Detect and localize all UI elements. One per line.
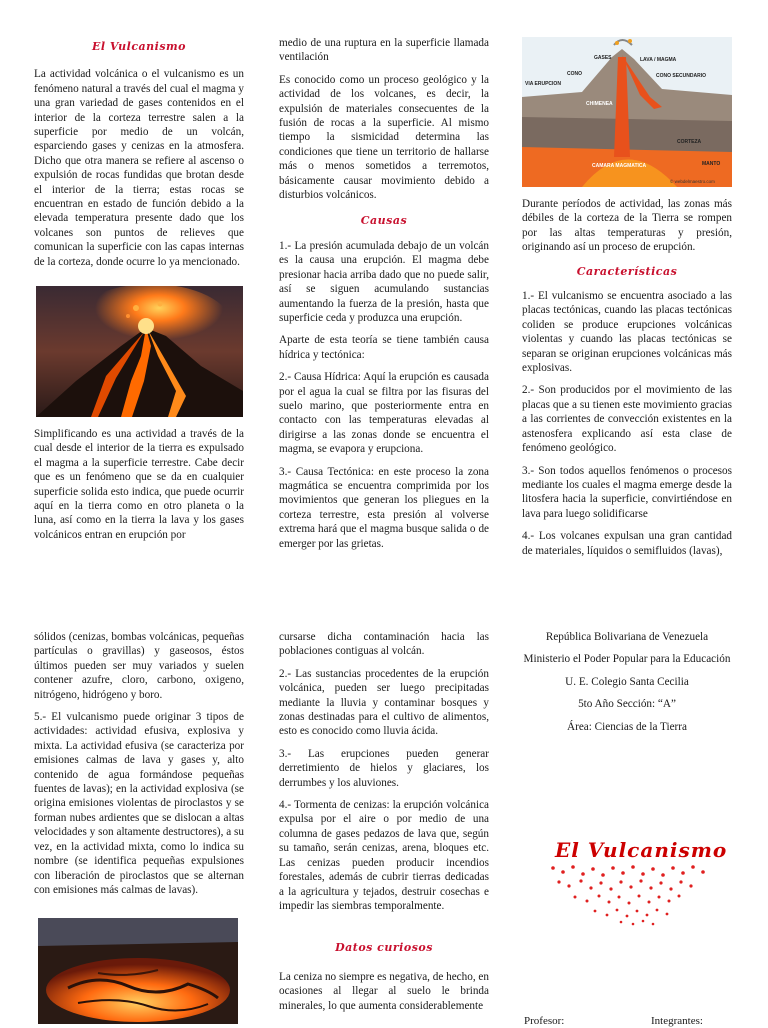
label-corteza: CORTEZA [677,139,702,145]
diagram-credit: © webdelmaestro.com [670,179,715,184]
effects-continued: cursarse dicha contaminación hacia las poblaciones contiguas al volcán. [279,631,489,658]
characteristic-3: 3.- Son todos aquellos fenómenos o procesos mediante los cuales el magma emerge desde la litosfera hacia la superficie, convirtiéndose en lava para luego solidificarse [522,464,732,520]
materials-paragraph: sólidos (cenizas, bombas volcánicas, pequeñas partículas o gravillas) y gaseosos, éstos últimos pueden ser muy variados y suelen contener azufre, cloro, carbono, oxigeno, nitrógeno, hidrógeno y boro. [34,631,244,701]
effect-acid-rain: 2.- Las sustancias procedentes de la erupción volcánica, pueden ser luego precipitadas mediante la lluvia y contaminar bosques y zonas destinadas para el cultivo de alimentos, esto es conocido como lluvia ácida. [279,667,489,738]
activity-paragraph: Durante períodos de actividad, las zonas más débiles de la corteza de la Tierra se rompen por las altas temperaturas y presión, originando así un proceso de erupción. [522,198,732,254]
causes-heading: Causas [360,214,408,228]
effect-glaciers: 3.- Las erupciones pueden generar derretimiento de hielos y glaciares, los derrumbes y los aluviones. [279,747,489,789]
label-lava: LAVA / MAGMA [640,57,677,63]
curious-facts-heading: Datos curiosos [335,941,433,955]
label-cono-secundario: CONO SECUNDARIO [656,73,707,79]
continued-paragraph: medio de una ruptura en la superficie llamada ventilación [279,37,489,64]
decorative-dots [545,862,710,927]
curious-fact-ash: La ceniza no siempre es negativa, de hecho, en ocasiones al llegar al suelo le brinda minerales, lo que aumenta considerablemente [279,970,489,1012]
cover-title: El Vulcanismo [555,838,728,862]
panel-intro-continued [34,427,244,550]
label-manto: MANTO [702,161,721,167]
characteristics-heading: Características [576,264,678,278]
panel-causes [279,36,489,559]
panel-title: El Vulcanismo [91,40,187,53]
cover-school: U. E. Colegio Santa Cecilia [565,675,689,688]
cover-section: 5to Año Sección: “A” [578,698,676,711]
cause-intro: Aparte de esta teoría se tiene también causa hídrica y tectónica: [279,334,489,361]
effect-ash-storm: 4.- Tormenta de cenizas: la erupción volcánica expulsa por el aire o por medio de una columna de gases pedazos de lava que, según su tamaño, serán cenizas, arena, bloques etc. Las cenizas pueden producir incendios forestales, además de cubrir tierras dedicadas a la agricultura y tejados, destruir cosechas e impedir las siembras temporalmente. [279,799,489,912]
cause-hydric: 2.- Causa Hídrica: Aquí la erupción es causada por el agua la cual se filtra por las fisuras del suelo marino, que posteriormente entra en contacto con las temperaturas elevadas al dirigirse a las zonas donde se encuentra el magma, se evapora y erupciona. [279,371,489,456]
activity-types-paragraph: 5.- El vulcanismo puede originar 3 tipos de actividades: actividad efusiva, explosiva y mixta. La actividad efusiva (se caracteriza por emisiones calmas de lava y gases y, alto contenido de agua formándose pequeñas fuentes de lavas); en la actividad explosiva (se origina emisiones violentas de piroclastos y se forman nubes ardientes que se dislocan a altas velocidades y son altamente destructores), a su vez, en la actividad mixta, como lo indica su nombre (se identifica pequeñas expulsiones con liberación de piroclastos que se alternan con emisiones más calmas de lavas). [34,711,244,896]
label-chimenea: CHIMENEA [586,101,613,107]
characteristic-1: 1.- El vulcanismo se encuentra asociado a las placas tectónicas, cuando las placas tectónicas coliden se produce erupciones volcánicas violentas y cuando las placas tectónicas se separan se originan erupciones volcánicas más explosivas. [522,290,732,375]
cover-panel [522,630,732,742]
panel-materials [34,630,244,905]
panel-effects [279,630,489,1021]
label-via-erupcion: VIA ERUPCION [525,81,561,87]
characteristic-4: 4.- Los volcanes expulsan una gran cantidad de materiales, líquidos o semifluidos (lavas), [522,530,732,557]
cover-country: República Bolivariana de Venezuela [545,631,709,643]
panel-intro [34,40,244,277]
intro-paragraph: La actividad volcánica o el vulcanismo es un fenómeno natural a través del cual el magma y una gran variedad de gases contenidos en el interior de la corteza terrestre salen a la superficie por medio de un volcán, esparciendo gases y cenizas en la atmosfera. Dicho que otra manera se refiere al ascenso o expulsión de rocas fundidas que brotan desde el interior de la tierra; estas rocas se encuentran en estado de función debido a la elevada temperatura presente dado que los volcanes son puntos de relieves que comunican la superficie con las capas internas de la corteza, donde ocurre lo ya mencionado. [34,68,244,268]
cover-ministry: Ministerio el Poder Popular para la Educación [523,653,731,666]
characteristic-2: 2.- Son producidos por el movimiento de las placas que a su tienen este movimiento gracias a las corrientes de convección existentes en la astenosfera explicando así esta clase de fenómeno geológico. [522,384,732,455]
cause-pressure: 1.- La presión acumulada debajo de un volcán es la causa una erupción. El magma debe presionar hacia arriba dado que no puede salir, así se siguen acumulando sustancias aumentando la fuerza de la presión, hasta que superficie ceda y produzca una erupción. [279,239,489,324]
label-gases: GASES [594,55,612,61]
label-cono: CONO [567,71,582,77]
cover-profesor-label: Profesor: [524,1015,565,1027]
geology-paragraph: Es conocido como un proceso geológico y la actividad de los volcanes, es decir, la expulsión de materiales consecuentes de la fusión de rocas a la superficie. Al mismo tiempo la sismicidad determina las condiciones que tiene un territorio de hallarse más o menos sometidos a terremotos, básicamente causar movimiento debido a disturbios volcánicos. [279,73,489,202]
cover-area: Área: Ciencias de la Tierra [567,720,687,733]
cover-integrantes-label: Integrantes: [651,1015,703,1027]
volcano-cross-section-diagram [522,37,732,187]
panel-characteristics [522,197,732,566]
simplified-paragraph: Simplificando es una actividad a través de la cual desde el interior de la tierra es expulsado el magma a la superficie terrestre. Cabe decir que es un fenómeno que se da en cualquier superficie solida esto indica, que puede ocurrir aquí en la tierra como en otro planeta o la luna, así como en la tierra la lava y los gases volcánicos entran en erupción por [34,428,244,541]
lava-lake-photo [38,918,238,1024]
label-camara-magmatica: CAMARA MAGMATICA [592,163,647,169]
volcano-eruption-photo [36,286,243,417]
cause-tectonic: 3.- Causa Tectónica: en este proceso la zona magmática se encuentra comprimida por los movimientos que generan los pliegues en la corteza terrestre, esta presión al volverse extrema hará que el magma busque salida o de emerger por las grietas. [279,465,489,550]
